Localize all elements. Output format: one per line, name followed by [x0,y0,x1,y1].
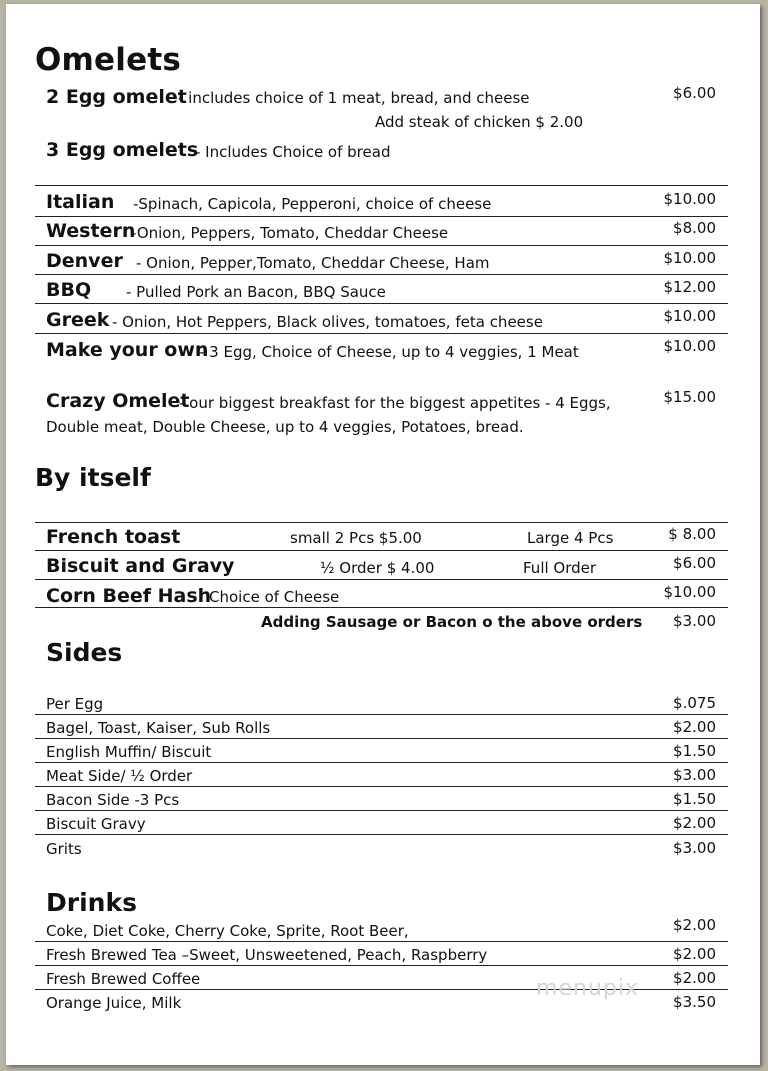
side-name: Per Egg [46,695,104,713]
drink-name: Fresh Brewed Tea –Sweet, Unsweetened, Peach, Raspberry [46,946,488,964]
drink-price: $2.00 [673,945,716,963]
item-name: Crazy Omelet [46,390,190,412]
divider [35,738,728,739]
side-name: Bacon Side -3 Pcs [46,791,180,809]
divider [35,522,728,523]
item-desc: - Onion, Pepper,Tomato, Cheddar Cheese, Ham [136,254,490,272]
side-name: English Muffin/ Biscuit [46,743,212,761]
section-title-drinks: Drinks [46,888,137,917]
item-full-order: Full Order [523,559,597,577]
side-name: Bagel, Toast, Kaiser, Sub Rolls [46,719,271,737]
item-small-price: small 2 Pcs $5.00 [290,529,422,547]
divider [35,216,728,217]
divider [35,607,728,608]
divider [35,786,728,787]
side-name: Biscuit Gravy [46,815,146,833]
addon-note: Adding Sausage or Bacon o the above orders [261,613,643,631]
item-price: $6.00 [673,554,716,572]
item-name: Western [46,220,136,242]
item-name: Corn Beef Hash [46,585,212,607]
item-desc: -Spinach, Capicola, Pepperoni, choice of cheese [133,195,492,213]
divider [35,185,728,186]
item-name: 3 Egg omelets [46,139,199,161]
item-price: $10.00 [663,307,716,325]
drink-name: Orange Juice, Milk [46,994,182,1012]
watermark-logo: menupix [536,976,639,1001]
divider [35,941,728,942]
side-price: $3.00 [673,839,716,857]
menu-page [6,4,760,1065]
drink-name: Fresh Brewed Coffee [46,970,201,988]
divider [35,834,728,835]
item-desc: - includes choice of 1 meat, bread, and cheese [178,89,530,107]
item-desc: - Onion, Hot Peppers, Black olives, tomatoes, feta cheese [112,313,543,331]
item-name: Italian [46,191,115,213]
item-price: $10.00 [663,190,716,208]
drink-price: $3.50 [673,993,716,1011]
section-title-omelets: Omelets [35,42,182,78]
item-name: Biscuit and Gravy [46,555,235,577]
side-price: $1.50 [673,742,716,760]
side-price: $2.00 [673,718,716,736]
item-price: $8.00 [673,219,716,237]
divider [35,965,728,966]
item-desc: Double meat, Double Cheese, up to 4 veggies, Potatoes, bread. [46,418,524,436]
item-name: French toast [46,526,181,548]
side-price: $2.00 [673,814,716,832]
item-name: BBQ [46,279,92,301]
drink-price: $2.00 [673,969,716,987]
side-name: Grits [46,840,82,858]
item-price: $6.00 [673,84,716,102]
item-large: Large 4 Pcs [527,529,614,547]
divider [35,274,728,275]
item-price: $10.00 [663,249,716,267]
item-price: $15.00 [663,388,716,406]
section-title-sides: Sides [46,638,123,667]
drink-name: Coke, Diet Coke, Cherry Coke, Sprite, Root Beer, [46,922,409,940]
item-desc: - our biggest breakfast for the biggest appetites - 4 Eggs, [179,394,611,412]
side-name: Meat Side/ ½ Order [46,767,193,785]
item-name: Make your own [46,339,209,361]
item-price: $3.00 [673,612,716,630]
item-price: $ 8.00 [668,525,716,543]
item-price: $12.00 [663,278,716,296]
item-price: $10.00 [663,337,716,355]
divider [35,550,728,551]
item-desc: - Includes Choice of bread [195,143,391,161]
divider [35,579,728,580]
divider [35,714,728,715]
item-desc: -Onion, Peppers, Tomato, Cheddar Cheese [131,224,449,242]
divider [35,762,728,763]
item-half-order: ½ Order $ 4.00 [320,559,435,577]
item-addon: Add steak of chicken $ 2.00 [375,113,584,131]
section-title-by-itself: By itself [35,463,151,492]
side-price: $1.50 [673,790,716,808]
item-name: Denver [46,250,123,272]
divider [35,245,728,246]
drink-price: $2.00 [673,916,716,934]
item-desc: - Pulled Pork an Bacon, BBQ Sauce [126,283,386,301]
divider [35,303,728,304]
item-desc: Choice of Cheese [209,588,340,606]
item-price: $10.00 [663,583,716,601]
divider [35,333,728,334]
side-price: $.075 [673,694,716,712]
item-name: Greek [46,309,110,331]
side-price: $3.00 [673,766,716,784]
item-desc: - 3 Egg, Choice of Cheese, up to 4 veggies, 1 Meat [199,343,579,361]
item-name: 2 Egg omelet [46,86,187,108]
divider [35,810,728,811]
